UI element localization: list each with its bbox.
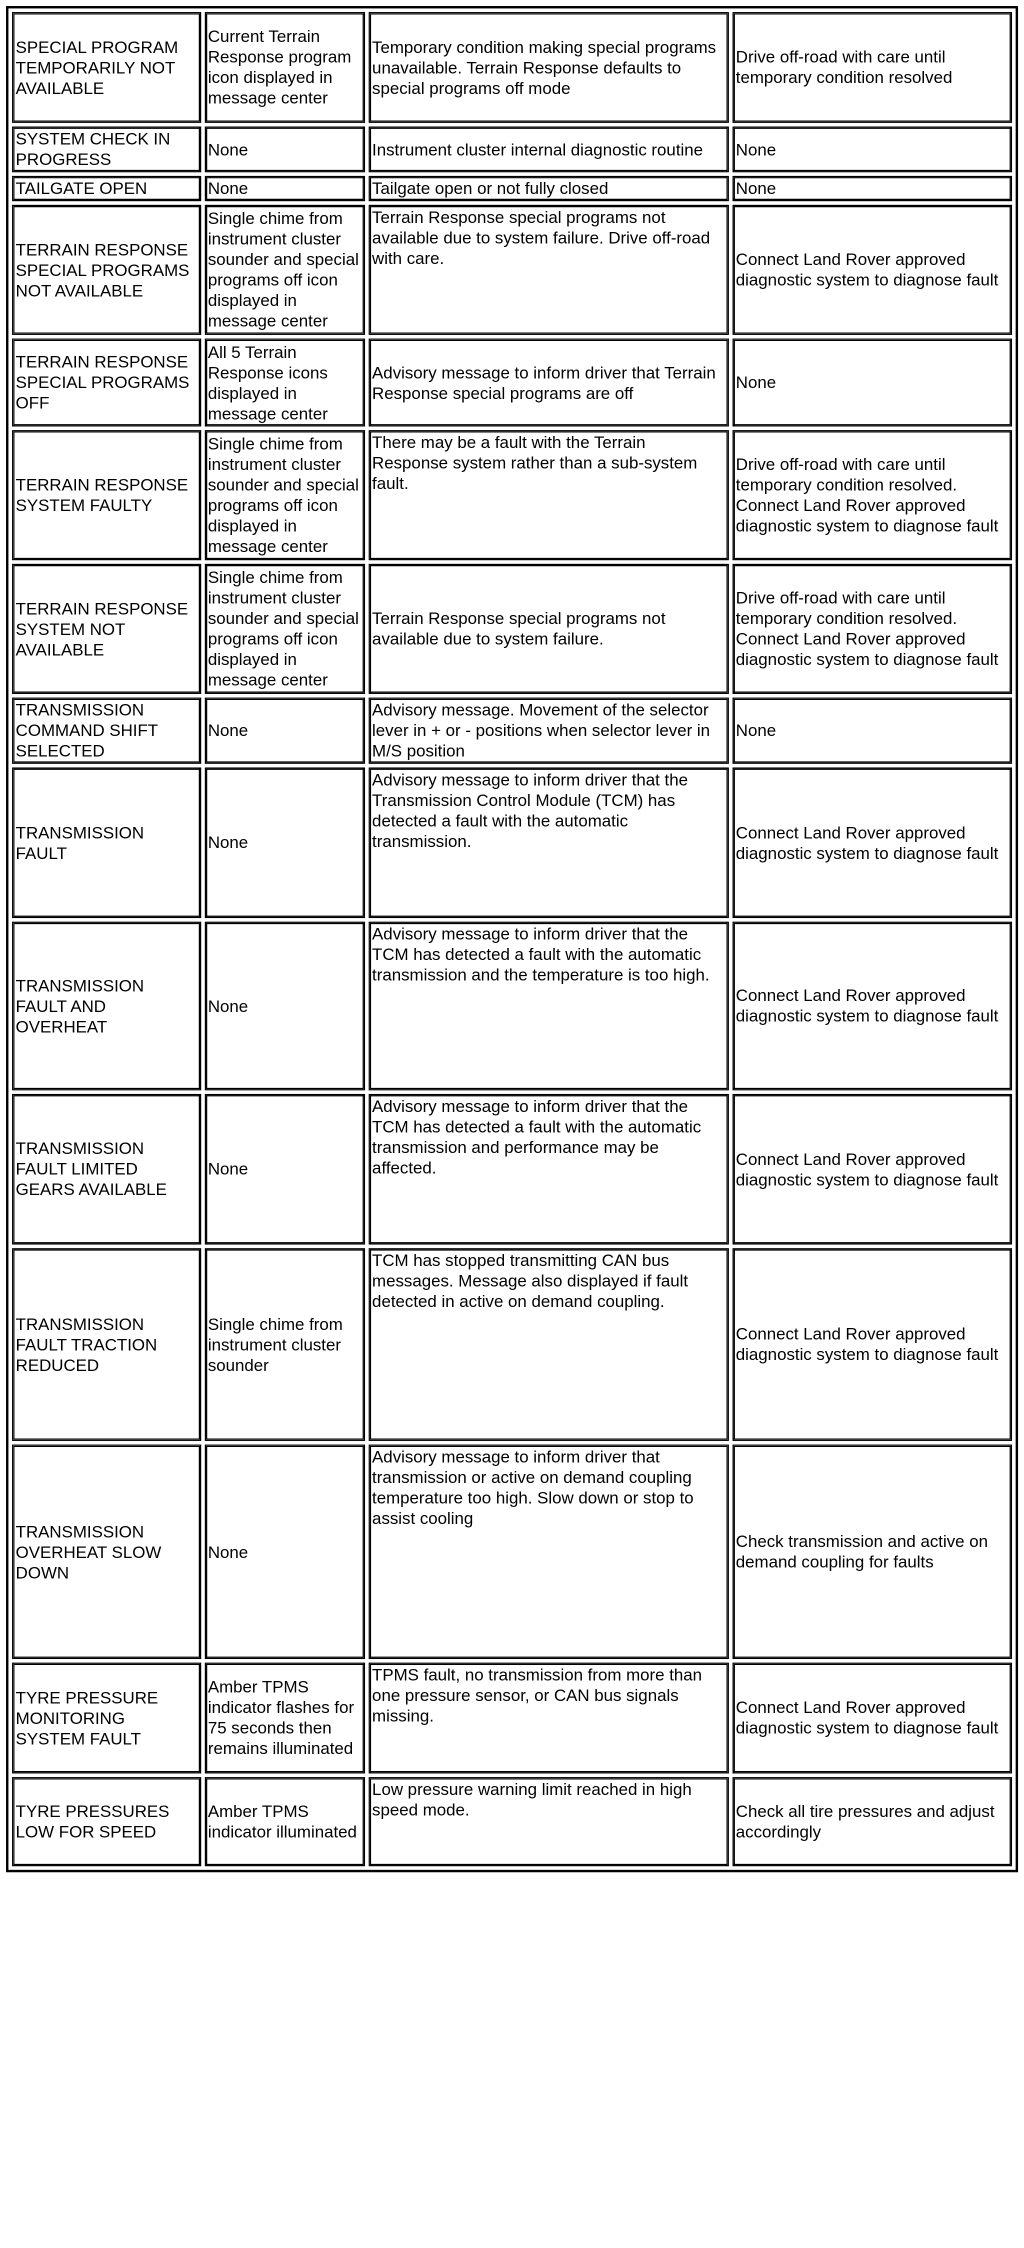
description-cell: Temporary condition making special programs unavailable. Terrain Response defaults to special programs off mode (368, 12, 728, 123)
description-cell: Low pressure warning limit reached in high speed mode. (368, 1777, 728, 1866)
message-cell: TERRAIN RESPONSE SPECIAL PROGRAMS NOT AVAILABLE (12, 205, 201, 335)
message-cell: TAILGATE OPEN (12, 176, 201, 201)
description-cell: Tailgate open or not fully closed (368, 176, 728, 201)
message-cell: SYSTEM CHECK IN PROGRESS (12, 127, 201, 173)
action-cell: None (732, 698, 1012, 764)
message-cell: TRANSMISSION OVERHEAT SLOW DOWN (12, 1445, 201, 1659)
message-cell: TRANSMISSION FAULT AND OVERHEAT (12, 922, 201, 1091)
chime-cell: Amber TPMS indicator illuminated (204, 1777, 365, 1866)
message-cell: SPECIAL PROGRAM TEMPORARILY NOT AVAILABLE (12, 12, 201, 123)
table-row (12, 127, 1012, 173)
message-cell: TYRE PRESSURE MONITORING SYSTEM FAULT (12, 1663, 201, 1774)
action-cell: Connect Land Rover approved diagnostic system to diagnose fault (732, 205, 1012, 335)
table-row (12, 922, 1012, 1091)
chime-cell: Single chime from instrument cluster sounder and special programs off icon displayed in message center (204, 564, 365, 694)
message-cell: TERRAIN RESPONSE SPECIAL PROGRAMS OFF (12, 339, 201, 427)
description-cell: Advisory message to inform driver that the TCM has detected a fault with the automatic transmission and performance may be affected. (368, 1094, 728, 1245)
message-cell: TERRAIN RESPONSE SYSTEM NOT AVAILABLE (12, 564, 201, 694)
action-cell: None (732, 127, 1012, 173)
message-cell: TERRAIN RESPONSE SYSTEM FAULTY (12, 430, 201, 560)
chime-cell: Amber TPMS indicator flashes for 75 seconds then remains illuminated (204, 1663, 365, 1774)
description-cell: TCM has stopped transmitting CAN bus messages. Message also displayed if fault detected in active on demand coupling. (368, 1248, 728, 1441)
warning-messages-table (6, 6, 1018, 1872)
chime-cell: None (204, 127, 365, 173)
chime-cell: None (204, 1445, 365, 1659)
action-cell: None (732, 339, 1012, 427)
table-row (12, 698, 1012, 764)
description-cell: Advisory message. Movement of the selector lever in + or - positions when selector lever in M/S position (368, 698, 728, 764)
table-row (12, 176, 1012, 201)
chime-cell: None (204, 1094, 365, 1245)
table-row (12, 12, 1012, 123)
table-row (12, 205, 1012, 335)
message-cell: TRANSMISSION FAULT (12, 767, 201, 918)
chime-cell: Current Terrain Response program icon displayed in message center (204, 12, 365, 123)
action-cell: Drive off-road with care until temporary condition resolved (732, 12, 1012, 123)
table-row (12, 564, 1012, 694)
description-cell: Instrument cluster internal diagnostic routine (368, 127, 728, 173)
table-row (12, 339, 1012, 427)
chime-cell: Single chime from instrument cluster sounder (204, 1248, 365, 1441)
table-row (12, 1248, 1012, 1441)
description-cell: TPMS fault, no transmission from more than one pressure sensor, or CAN bus signals missing. (368, 1663, 728, 1774)
table-row (12, 1663, 1012, 1774)
chime-cell: None (204, 767, 365, 918)
action-cell: Connect Land Rover approved diagnostic system to diagnose fault (732, 1663, 1012, 1774)
message-cell: TYRE PRESSURES LOW FOR SPEED (12, 1777, 201, 1866)
action-cell: None (732, 176, 1012, 201)
message-cell: TRANSMISSION FAULT LIMITED GEARS AVAILABLE (12, 1094, 201, 1245)
chime-cell: None (204, 922, 365, 1091)
description-cell: Advisory message to inform driver that Terrain Response special programs are off (368, 339, 728, 427)
chime-cell: None (204, 698, 365, 764)
table-row (12, 1094, 1012, 1245)
table-row (12, 767, 1012, 918)
action-cell: Connect Land Rover approved diagnostic system to diagnose fault (732, 1248, 1012, 1441)
table-row (12, 1777, 1012, 1866)
description-cell: Advisory message to inform driver that the TCM has detected a fault with the automatic transmission and the temperature is too high. (368, 922, 728, 1091)
description-cell: Terrain Response special programs not available due to system failure. (368, 564, 728, 694)
action-cell: Connect Land Rover approved diagnostic system to diagnose fault (732, 922, 1012, 1091)
action-cell: Drive off-road with care until temporary condition resolved. Connect Land Rover approved diagnostic system to diagnose fault (732, 430, 1012, 560)
description-cell: There may be a fault with the Terrain Response system rather than a sub-system fault. (368, 430, 728, 560)
description-cell: Advisory message to inform driver that transmission or active on demand coupling temperature too high. Slow down or stop to assist cooling (368, 1445, 728, 1659)
action-cell: Check transmission and active on demand coupling for faults (732, 1445, 1012, 1659)
message-cell: TRANSMISSION COMMAND SHIFT SELECTED (12, 698, 201, 764)
action-cell: Connect Land Rover approved diagnostic system to diagnose fault (732, 1094, 1012, 1245)
action-cell: Drive off-road with care until temporary condition resolved. Connect Land Rover approved diagnostic system to diagnose fault (732, 564, 1012, 694)
table-row (12, 430, 1012, 560)
action-cell: Check all tire pressures and adjust accordingly (732, 1777, 1012, 1866)
table-row (12, 1445, 1012, 1659)
action-cell: Connect Land Rover approved diagnostic system to diagnose fault (732, 767, 1012, 918)
chime-cell: None (204, 176, 365, 201)
description-cell: Terrain Response special programs not available due to system failure. Drive off-road with care. (368, 205, 728, 335)
chime-cell: All 5 Terrain Response icons displayed in message center (204, 339, 365, 427)
description-cell: Advisory message to inform driver that the Transmission Control Module (TCM) has detected a fault with the automatic transmission. (368, 767, 728, 918)
message-cell: TRANSMISSION FAULT TRACTION REDUCED (12, 1248, 201, 1441)
chime-cell: Single chime from instrument cluster sounder and special programs off icon displayed in message center (204, 205, 365, 335)
chime-cell: Single chime from instrument cluster sounder and special programs off icon displayed in message center (204, 430, 365, 560)
